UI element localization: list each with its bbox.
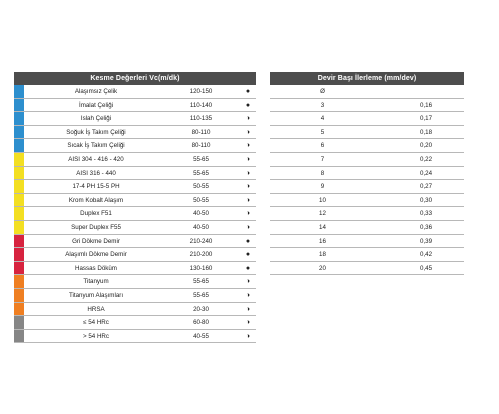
- material-group-color-bar: [14, 85, 24, 98]
- feed-value: 0,17: [420, 115, 433, 123]
- coolant-indicator-icon: ◑: [245, 169, 251, 177]
- material-group-color-bar: [14, 316, 24, 329]
- material-group-color-bar: [14, 139, 24, 152]
- table-row: [14, 99, 256, 113]
- coolant-indicator-icon: ◑: [245, 196, 251, 204]
- material-group-color-bar: [14, 303, 24, 316]
- table-row: [14, 235, 256, 249]
- cutting-speed-value: 55-65: [193, 155, 209, 163]
- material-group-color-bar: [14, 221, 24, 234]
- feed-value: 0,45: [420, 264, 433, 272]
- cutting-speed-value: 40-50: [193, 210, 209, 218]
- table-row: [270, 153, 464, 167]
- coolant-indicator-icon: ●: [245, 101, 251, 109]
- cutting-speed-value: 60-80: [193, 319, 209, 327]
- feed-value: 0,18: [420, 128, 433, 136]
- feed-value: 0,27: [420, 183, 433, 191]
- table-row: [14, 289, 256, 303]
- cutting-speed-value: 130-160: [189, 264, 213, 272]
- material-group-color-bar: [14, 262, 24, 275]
- table-row: [14, 262, 256, 276]
- cutting-speed-value: 55-65: [193, 169, 209, 177]
- table-row: [14, 167, 256, 181]
- material-name: Soğuk İş Takım Çeliği: [66, 128, 126, 136]
- table-row: [270, 167, 464, 181]
- coolant-indicator-icon: ●: [245, 251, 251, 259]
- table-row: [14, 221, 256, 235]
- table-row: [270, 180, 464, 194]
- diameter-value: 5: [320, 128, 325, 136]
- table-row: [14, 126, 256, 140]
- table-row: [270, 126, 464, 140]
- material-group-color-bar: [14, 180, 24, 193]
- material-group-color-bar: [14, 275, 24, 288]
- cutting-speed-value: 55-65: [193, 278, 209, 286]
- feed-value: 0,20: [420, 142, 433, 150]
- material-name: AISI 304 - 416 - 420: [68, 155, 124, 163]
- material-name: Gri Dökme Demir: [72, 237, 120, 245]
- feed-value: 0,22: [420, 155, 433, 163]
- coolant-indicator-icon: ◑: [245, 128, 251, 136]
- diameter-value: 18: [319, 251, 326, 259]
- material-name: Titanyum: [83, 278, 109, 286]
- coolant-indicator-icon: ◑: [245, 210, 251, 218]
- material-group-color-bar: [14, 153, 24, 166]
- material-name: Hassas Döküm: [75, 264, 117, 272]
- material-group-color-bar: [14, 112, 24, 125]
- material-name: Alaşımlı Dökme Demir: [65, 251, 127, 259]
- feed-per-rev-header: Devir Başı İlerleme (mm/dev): [270, 72, 464, 85]
- table-row: [270, 85, 464, 99]
- cutting-speed-value: 50-55: [193, 196, 209, 204]
- cutting-speed-rows: [14, 85, 256, 343]
- table-row: [270, 221, 464, 235]
- table-row: [270, 194, 464, 208]
- coolant-indicator-icon: ●: [245, 264, 251, 272]
- table-row: [270, 99, 464, 113]
- material-name: HRSA: [87, 305, 105, 313]
- table-row: [14, 139, 256, 153]
- material-group-color-bar: [14, 330, 24, 343]
- feed-value: 0,36: [420, 223, 433, 231]
- feed-per-rev-rows: [270, 85, 464, 275]
- diameter-value: 16: [319, 237, 326, 245]
- material-group-color-bar: [14, 207, 24, 220]
- feed-value: 0,16: [420, 101, 433, 109]
- cutting-speed-value: 210-240: [189, 237, 213, 245]
- material-group-color-bar: [14, 126, 24, 139]
- material-name: Titanyum Alaşımları: [68, 291, 124, 299]
- diameter-value: 14: [319, 223, 326, 231]
- material-group-color-bar: [14, 167, 24, 180]
- material-name: > 54 HRc: [83, 332, 109, 340]
- cutting-speed-value: 210-200: [189, 251, 213, 259]
- diameter-value: 3: [320, 101, 325, 109]
- cutting-speed-value: 20-30: [193, 305, 209, 313]
- feed-value: 0,42: [420, 251, 433, 259]
- coolant-indicator-icon: ◑: [245, 332, 251, 340]
- material-name: Krom Kobalt Alaşım: [68, 196, 124, 204]
- table-row: [270, 248, 464, 262]
- coolant-indicator-icon: ◑: [245, 155, 251, 163]
- coolant-indicator-icon: ◑: [245, 278, 251, 286]
- diameter-value: 9: [320, 183, 325, 191]
- feed-per-rev-table: [270, 72, 464, 275]
- coolant-indicator-icon: ◑: [245, 223, 251, 231]
- cutting-speed-value: 80-110: [191, 142, 211, 150]
- table-row: [14, 112, 256, 126]
- table-row: [14, 153, 256, 167]
- coolant-indicator-icon: ◑: [245, 142, 251, 150]
- table-row: [14, 194, 256, 208]
- cutting-speed-value: 40-50: [193, 223, 209, 231]
- cutting-speed-value: 50-55: [193, 183, 209, 191]
- coolant-indicator-icon: ●: [245, 237, 251, 245]
- cutting-speed-value: 80-110: [191, 128, 211, 136]
- cutting-speed-value: 110-140: [189, 101, 213, 109]
- material-name: Sıcak İş Takım Çeliği: [67, 142, 125, 150]
- material-group-color-bar: [14, 289, 24, 302]
- diameter-value: 10: [319, 196, 326, 204]
- coolant-indicator-icon: ◑: [245, 291, 251, 299]
- diameter-value: 12: [319, 210, 326, 218]
- feed-value: 0,33: [420, 210, 433, 218]
- cutting-speed-value: 40-55: [193, 332, 209, 340]
- material-name: ≤ 54 HRc: [83, 319, 109, 327]
- feed-value: 0,39: [420, 237, 433, 245]
- material-name: Islah Çeliği: [80, 115, 112, 123]
- cutting-speed-header: Kesme Değerleri Vc(m/dk): [14, 72, 256, 85]
- cutting-speed-value: 120-150: [189, 88, 213, 95]
- diameter-value: 6: [320, 142, 325, 150]
- material-name: AISI 316 - 440: [76, 169, 116, 177]
- diameter-value: 8: [320, 169, 325, 177]
- diameter-value: 20: [319, 264, 326, 272]
- feed-value: 0,30: [420, 196, 433, 204]
- diameter-value: 7: [320, 155, 325, 163]
- cutting-speed-value: 110-135: [189, 115, 213, 123]
- material-name: Super Duplex F55: [71, 223, 121, 231]
- table-row: [14, 248, 256, 262]
- material-name: 17-4 PH 15-5 PH: [72, 183, 120, 191]
- cutting-speed-value: 55-65: [193, 291, 209, 299]
- table-row: [14, 207, 256, 221]
- material-group-color-bar: [14, 235, 24, 248]
- table-row: [14, 85, 256, 99]
- coolant-indicator-icon: ◑: [245, 319, 251, 327]
- diameter-value: 4: [320, 115, 325, 123]
- material-group-color-bar: [14, 99, 24, 112]
- diameter-value: Ø: [320, 88, 325, 95]
- table-row: [14, 330, 256, 344]
- table-row: [14, 303, 256, 317]
- table-row: [270, 262, 464, 276]
- table-row: [270, 235, 464, 249]
- material-name: Alaşımsız Çelik: [74, 88, 118, 95]
- table-row: [270, 139, 464, 153]
- material-group-color-bar: [14, 248, 24, 261]
- coolant-indicator-icon: ◑: [245, 305, 251, 313]
- coolant-indicator-icon: ◑: [245, 183, 251, 191]
- table-row: [14, 316, 256, 330]
- feed-value: 0,24: [420, 169, 433, 177]
- feed-value: [420, 85, 464, 99]
- material-name: İmalat Çeliği: [78, 101, 114, 109]
- material-name: Duplex F51: [80, 210, 112, 218]
- table-row: [14, 275, 256, 289]
- coolant-indicator-icon: ◑: [245, 115, 251, 123]
- table-row: [14, 180, 256, 194]
- cutting-speed-table: [14, 72, 256, 343]
- coolant-indicator-icon: ●: [245, 88, 251, 95]
- table-row: [270, 207, 464, 221]
- material-group-color-bar: [14, 194, 24, 207]
- table-row: [270, 112, 464, 126]
